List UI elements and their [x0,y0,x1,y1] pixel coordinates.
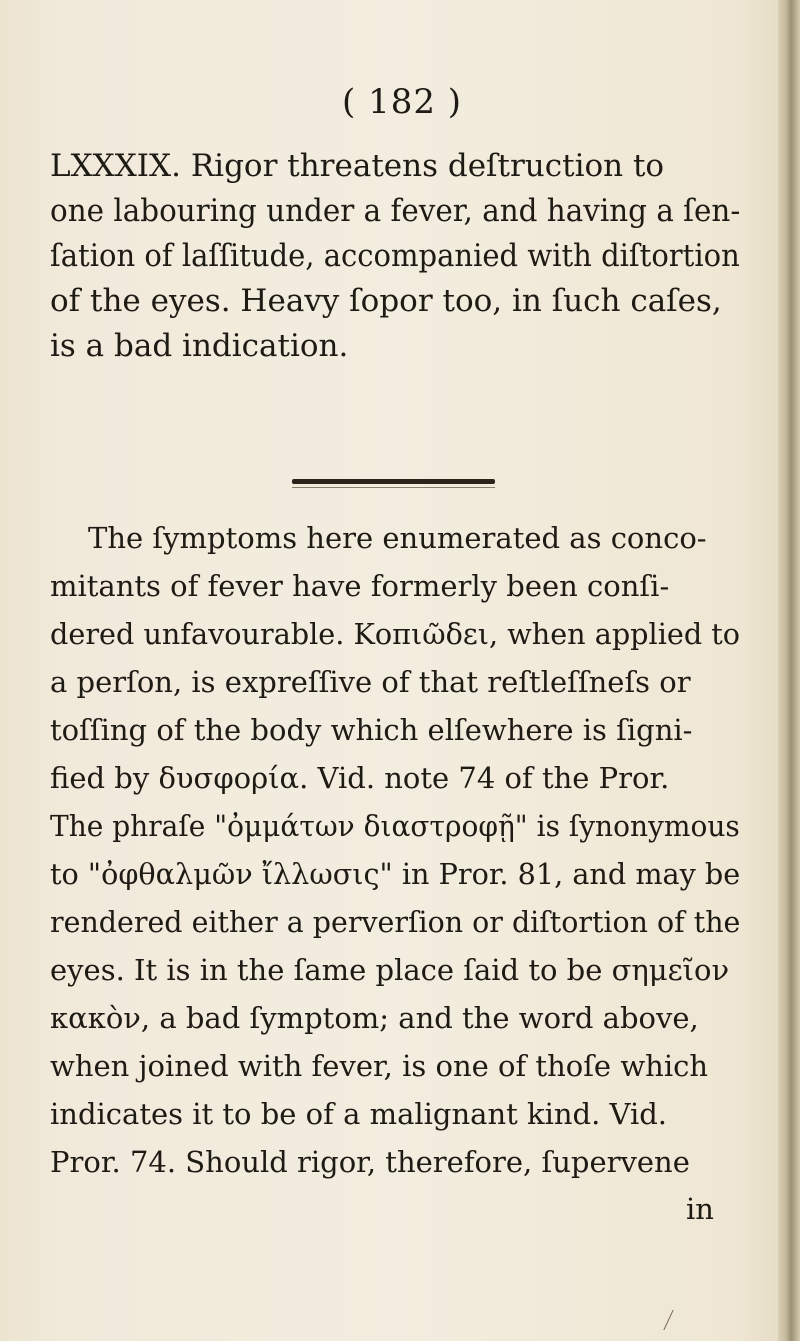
text-line: ſation of laſſitude, accompanied with diſtortion [50,238,740,274]
text-line: The phraſe "ὀμμάτων διαστροφῇ" is ſynonymous [50,809,740,843]
text-line: rendered either a perverſion or diſtortion of the [50,905,741,939]
text-line: when joined with fever, is one of thoſe which [50,1049,709,1083]
section-divider [292,479,495,484]
page-binding-edge [778,0,800,1341]
text-line: toſſing of the body which elſewhere is ſigni- [50,713,693,747]
text-line: eyes. It is in the ſame place ſaid to be σημεῖον [50,953,730,987]
text-line: dered unfavourable. Κοπιῶδει, when applied to [50,617,741,651]
text-line: of the eyes. Heavy ſopor too, in ſuch caſes, [50,283,722,319]
text-line: indicates it to be of a malignant kind. Vid. [50,1097,668,1131]
text-line: The ſymptoms here enumerated as conco- [88,521,707,555]
text-line: a perſon, is expreſſive of that reſtleſſneſs or [50,665,691,699]
text-line: one labouring under a fever, and having a ſen- [50,193,741,229]
text-line: mitants of fever have formerly been conſi- [50,569,670,603]
text-line: κακὸν, a bad ſymptom; and the word above, [50,1001,699,1035]
text-line: LXXXIX. Rigor threatens deſtruction to [50,148,665,184]
ink-mark [663,1310,685,1330]
text-line: to "ὀφθαλμῶν ἴλλωσις" in Pror. 81, and may be [50,857,741,891]
text-line: fied by δυσφορία. Vid. note 74 of the Pror. [50,761,670,795]
page-number: ( 182 ) [342,82,463,122]
text-line: Pror. 74. Should rigor, therefore, ſupervene [50,1145,690,1179]
text-line: is a bad indication. [50,328,349,364]
catchword: in [686,1192,714,1226]
